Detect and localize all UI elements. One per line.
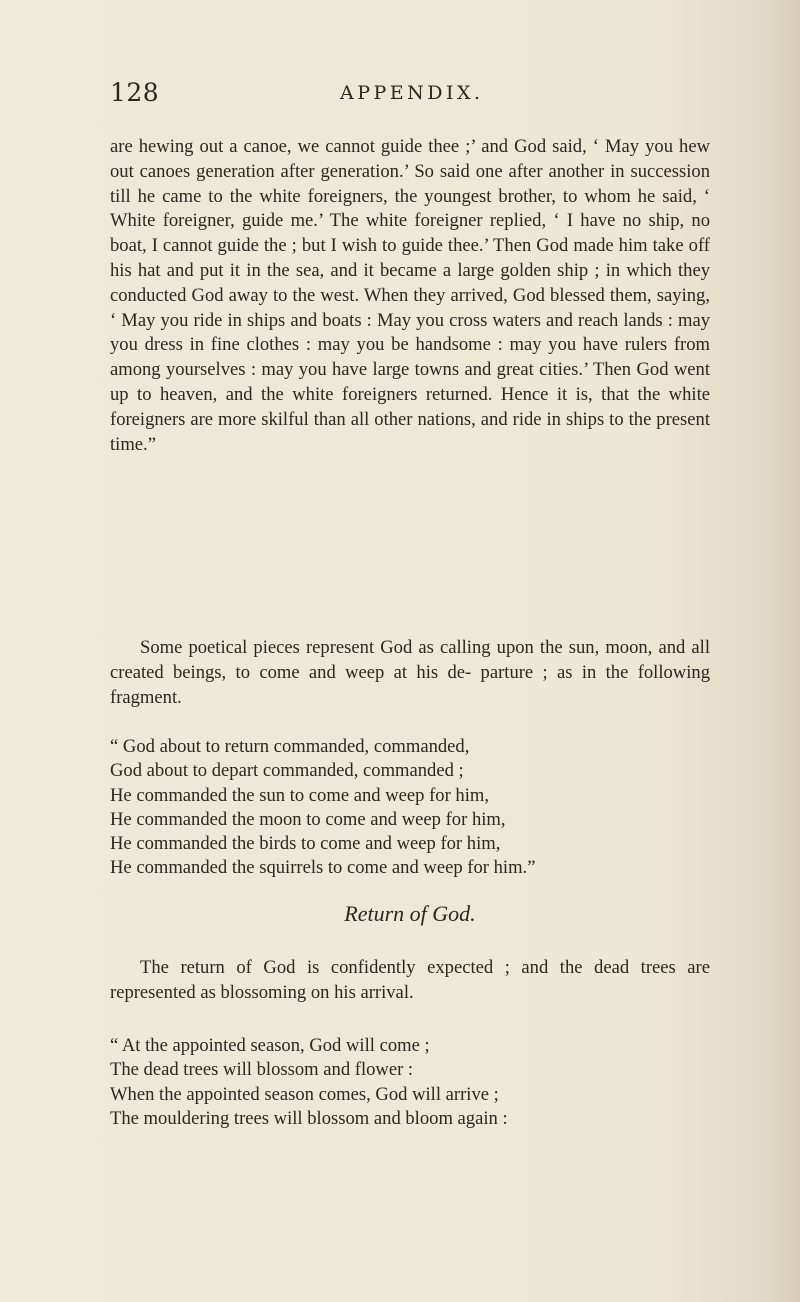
- section-heading: Return of God.: [344, 901, 476, 926]
- verse-line: He commanded the sun to come and weep for him,: [110, 784, 489, 806]
- verse-line: “ God about to return commanded, commanded,: [110, 736, 470, 757]
- verse-line: He commanded the birds to come and weep for him,: [110, 833, 501, 855]
- page-header: [110, 78, 710, 108]
- page-number: 128: [110, 78, 160, 107]
- running-head: APPENDIX.: [340, 82, 484, 104]
- verse-line: “ At the appointed season, God will come ;: [110, 1035, 430, 1056]
- verse-line: He commanded the squirrels to come and weep for him.”: [110, 857, 536, 879]
- verse-fragment-departure: [110, 735, 710, 881]
- paragraph-poetical-pieces: Some poetical pieces represent God as calling upon the sun, moon, and all created beings, to come and weep at his de- parture ; as in the following fragment.: [110, 637, 710, 708]
- paragraph-return-of-god: The return of God is confidently expected ; and the dead trees are represented as blossoming on his arrival.: [110, 957, 710, 1003]
- verse-line: When the appointed season comes, God will arrive ;: [110, 1083, 499, 1105]
- verse-line: God about to depart commanded, commanded ;: [110, 760, 464, 782]
- verse-line: He commanded the moon to come and weep for him,: [110, 808, 506, 830]
- verse-fragment-return: [110, 1034, 710, 1131]
- paragraph-continued: are hewing out a canoe, we cannot guide thee ;’ and God said, ‘ May you hew out canoes generation after generation.’ So said one after another in succession till he came to the white foreigners, the youngest brother, to whom he said, ‘ White foreigner, guide me.’ The white foreigner replied, ‘ I have no ship, no boat, I cannot guide the ; but I wish to guide thee.’ Then God made him take off his hat and put it in the sea, and it became a large golden ship ; in which they conducted God away to the west. When they arrived, God blessed them, saying, ‘ May you ride in ships and boats : May you cross waters and reach lands : may you dress in fine clothes : may you be handsome : may you have rulers from among yourselves : may you have large towns and great cities.’ Then God went up to heaven, and the white foreigners returned. Hence it is, that the white foreigners are more skilful than all other nations, and ride in ships to the present time.”: [110, 136, 710, 455]
- verse-line: The dead trees will blossom and flower :: [110, 1059, 414, 1081]
- verse-line: The mouldering trees will blossom and bloom again :: [110, 1107, 508, 1129]
